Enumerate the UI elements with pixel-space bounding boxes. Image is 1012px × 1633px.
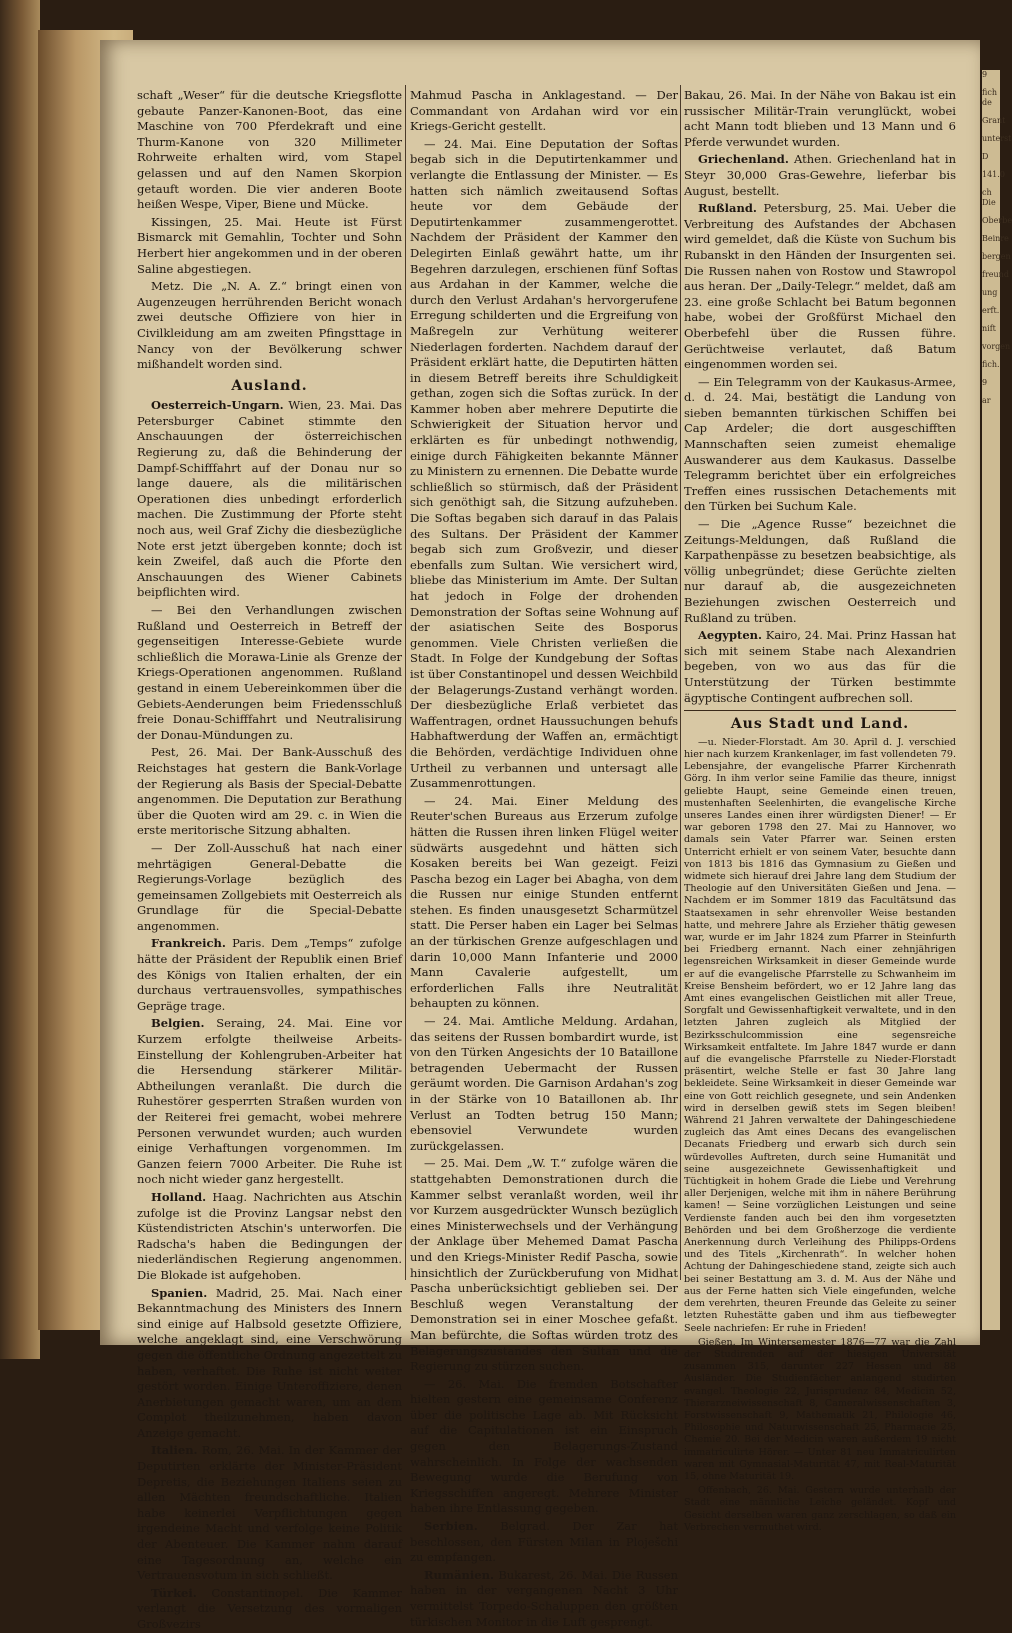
article-text: Wien, 23. Mai. Das Petersburger Cabinet stimmte den Anschauungen der österreichischen Regierung zu, daß die Behinderung der Dampf-Schifffahrt auf der Donau nur so lange dauere, als die militärischen Operationen dies unbedingt erforderlich machen. Die Zustimmung der Pforte steht noch aus, weil Graf Zichy die diesbezügliche Note erst jetzt übergeben konnte; doch ist kein Zweifel, daß auch die Pforte den Anschauungen des Wiener Cabinets beipflichten wird. xyxy=(137,398,402,600)
paragraph: Bakau, 26. Mai. In der Nähe von Bakau ist ein russischer Militär-Train verunglückt, wobei acht Mann todt blieben und 13 Mann und 6 Pferde verwundet wurden. xyxy=(684,88,956,149)
article-text: Petersburg, 25. Mai. Ueber die Verbreitung des Aufstandes der Abchasen wird gemeldet, daß die Küste von Suchum bis Rubanskt in den Händen der Insurgenten sei. Die Russen nahen von Rostow und Stawropol aus heran. Der „Daily-Telegr.“ meldet, daß am 23. eine große Schlacht bei Batum begonnen habe, wobei der Großfürst Michael den Oberbefehl über die Russen führe. Gerüchtweise verlautet, daß Batum eingenommen worden sei. xyxy=(684,201,956,372)
margin-fragment: Grant xyxy=(982,116,1006,125)
margin-fragment: ung xyxy=(982,288,998,297)
margin-fragment: vorgen xyxy=(982,342,1011,351)
article xyxy=(684,201,956,373)
article-text: Athen. Griechenland hat in Steyr 30,000 Gras-Gewehre, lieferbar bis August, bestellt. xyxy=(684,152,957,198)
country-heading: Rumänien. xyxy=(424,1567,494,1582)
country-heading: Serbien. xyxy=(424,1519,478,1534)
country-heading: Holland. xyxy=(151,1189,207,1204)
book-spine xyxy=(0,0,40,1359)
margin-fragment: 9 xyxy=(982,70,988,79)
article xyxy=(684,628,956,706)
article-text: Kairo, 24. Mai. Prinz Hassan hat sich mit seinem Stabe nach Alexandrien begeben, von wo aus das für die Unterstützung der Türken bestimmte ägyptische Contingent aufbrechen soll. xyxy=(684,628,957,705)
article xyxy=(137,1443,402,1583)
country-heading: Spanien. xyxy=(151,1285,208,1300)
paragraph: — Bei den Verhandlungen zwischen Rußland und Oesterreich in Betreff der gegenseitigen Interesse-Gebiete wurde schließlich die Morawa-Linie als Grenze der Kriegs-Operationen angenommen. Rußland gestand in einem Uebereinkommen über die Gebiets-Aenderungen beim Friedensschluß freie Donau-Schifffahrt und Neutralisirung der Donau-Mündungen zu. xyxy=(137,603,402,742)
paragraph: — 25. Mai. Dem „W. T.“ zufolge wären die stattgehabten Demonstrationen durch die Kammer selbst veranlaßt worden, weil ihr vor Kurzem ausgedrückter Wunsch bezüglich eines Ministerwechsels und der Verhängung der Anklage über Mehemed Damat Pascha und den Kriegs-Minister Redif Pascha, sowie hinsichtlich der Zurückberufung von Midhat Pascha unberücksichtigt geblieben sei. Der Beschluß wegen Veranstaltung der Demonstration sei in einer Moschee gefaßt. Man befürchte, die Softas würden trotz des Belagerungszustandes den Sultan und die Regierung zu stürzen suchen. xyxy=(410,1156,678,1374)
article-text: Bukarest, 26. Mai. Die Russen haben in der vergangenen Nacht 3 Uhr vermittelst Torpedo-Schaluppen den größten türkischen Monitor in die Luft gesprengt. xyxy=(410,1567,679,1629)
paragraph: schaft „Weser“ für die deutsche Kriegsflotte gebaute Panzer-Kanonen-Boot, das eine Maschine von 700 Pferdekraft und eine Thurm-Kanone von 320 Millimeter Rohrweite erhalten wird, vom Stapel gelassen und auf den Namen Skorpion getauft worden. Die vier anderen Boote heißen Wespe, Viper, Biene und Mücke. xyxy=(137,88,402,212)
article xyxy=(137,1190,402,1284)
country-heading: Oesterreich-Ungarn. xyxy=(151,398,284,413)
paragraph: — 24. Mai. Amtliche Meldung. Ardahan, das seitens der Russen bombardirt wurde, ist von den Türken Angesichts der 10 Bataillone betragenden Uebermacht der Russen geräumt worden. Die Garnison Ardahan's zog in der Stärke von 10 Bataillonen ab. Ihr Verlust an Todten betrug 150 Mann; ebensoviel Verwundete wurden zurückgelassen. xyxy=(410,1014,678,1153)
column-3 xyxy=(684,88,957,1533)
article xyxy=(137,936,402,1014)
margin-fragment: fich de xyxy=(982,88,997,107)
paragraph: Mahmud Pascha in Anklagestand. — Der Commandant von Ardahan wird vor ein Kriegs-Gericht gestellt. xyxy=(410,88,678,134)
column-1 xyxy=(137,88,403,1631)
local-news-item: Offenbach, 26. Mai. Gestern wurde unterhalb der Stadt eine männliche Leiche geländet. Kopf und Gesicht derselben waren ganz zerschlagen, so daß ein Verbrechen vermuthet wird. xyxy=(684,1485,956,1533)
article-text: Madrid, 25. Mai. Nach einer Bekanntmachung des Ministers des Innern sind einige auf Halbsold gesetzte Offiziere, welche angeklagt sind, eine Verschwörung gegen die öffentliche Ordnung angezettelt zu haben, verhaftet. Die Ruhe ist nicht weiter gestört worden. Einige Unteroffiziere, denen Anerbietungen gemacht waren, um an dem Complot theilzunehmen, haben davon Anzeige gemacht. xyxy=(137,1285,403,1440)
article-text: Paris. Dem „Temps“ zufolge hätte der Präsident der Republik einen Brief des Königs von Italien erhalten, der ein durchaus vertrauensvolles, sympathisches Gepräge trage. xyxy=(137,936,402,1013)
margin-fragment: ch Die xyxy=(982,188,996,207)
section-divider xyxy=(684,710,956,711)
local-news-item: Gießen. Im Wintersemester 1876—77 war die Zahl der Studirenden auf der hiesigen Universität zusammen 315, darunter 227 Hessen und 88 Ausländer. Die Studienfächer anlangend studirten evangel. Theologie 22, Jurisprudenz 84, Medicin 52, Thierarzneiwissenschaft 8, Cameralwissenschaften 3, Forstwissenschaft 9, Mathematik 21, Philologie 46, Philosophie und Naturwissenschaft 25, Pharmacie 25, Chemie 20. Bei der Medicin waren außerdem 19 nicht immatriculirte Hörer. — Unter 81 neu Immatriculirten waren mit Gymnasial-Maturität 47, mit Real-Maturität 15, ohne Maturität 19. xyxy=(684,1336,956,1482)
article-text: Constantinopel. Die Kammer verlangt die Versetzung des vormaligen Großvezirs xyxy=(137,1585,403,1631)
article xyxy=(137,1586,402,1633)
country-heading: Aegypten. xyxy=(698,628,762,643)
paragraph: Kissingen, 25. Mai. Heute ist Fürst Bismarck mit Gemahlin, Tochter und Sohn Herbert hier angekommen und in der oberen Saline abgestiegen. xyxy=(137,214,402,276)
country-heading: Belgien. xyxy=(151,1016,205,1031)
column-rule xyxy=(680,85,681,1280)
column-2 xyxy=(410,88,679,1629)
margin-fragment: erft. xyxy=(982,306,1000,315)
margin-fragment: ar xyxy=(982,396,991,405)
margin-fragment: Oberbe xyxy=(982,216,1012,225)
margin-fragment: Beinre xyxy=(982,234,1009,243)
article xyxy=(410,1519,678,1566)
article xyxy=(137,398,402,601)
margin-fragment: freund xyxy=(982,270,1009,279)
paragraph: — Die „Agence Russe“ bezeichnet die Zeitungs-Meldungen, daß Rußland die Karpathenpässe zu besetzen beabsichtige, als völlig unbegründet; diese Gerüchte zielten nur darauf ab, die ausgezeichneten Beziehungen zwischen Oesterreich und Rußland zu trüben. xyxy=(684,517,956,625)
margin-fragment: D xyxy=(982,152,989,161)
paragraph: — 26. Mai. Die fremden Botschafter hielten gestern eine gemeinsame Conferenz über die politische Lage ab. Mit Rücksicht auf die Capitulationen ist ein Einspruch gegen den Belagerungs-Zustand wahrscheinlich. In Folge der wachsenden Bewegung wurde die Berufung von Kriegsschiffen angeregt. Mehrere Minister haben ihre Entlassung gegeben. xyxy=(410,1376,678,1516)
country-heading: Türkei. xyxy=(151,1585,197,1600)
paragraph: — Der Zoll-Ausschuß hat nach einer mehrtägigen General-Debatte die Regierungs-Vorlage bezüglich des gemeinsamen Zollgebiets mit Oesterreich als Grundlage für die Special-Debatte angenommen. xyxy=(137,840,402,933)
margin-fragment: bergen xyxy=(982,252,1011,261)
country-heading: Griechenland. xyxy=(698,152,789,167)
article xyxy=(410,1568,678,1630)
article-text: Haag. Nachrichten aus Atschin zufolge ist die Provinz Langsar nebst den Küstendistricten Atschin's unterworfen. Die Radscha's haben die Bedingungen der niederländischen Regierung angenommen. Die Blokade ist aufgehoben. xyxy=(137,1189,402,1282)
margin-fragment: 9 xyxy=(982,378,988,387)
country-heading: Rußland. xyxy=(698,201,757,216)
paragraph: — Ein Telegramm von der Kaukasus-Armee, d. d. 24. Mai, bestätigt die Landung von sieben bemannten türkischen Schiffen bei Cap Ardeler; die dort ausgeschifften Mannschaften seien zumeist ehemalige Auswanderer aus dem Kaukasus. Dasselbe Telegramm berichtet über ein erfolgreiches Treffen eines russischen Detachements mit den Türken bei Suchum Kale. xyxy=(684,374,956,514)
article-text: Seraing, 24. Mai. Eine vor Kurzem erfolgte theilweise Arbeits-Einstellung der Kohlengruben-Arbeiter hat die Hersendung stärkerer Militär-Abtheilungen veranlaßt. Die durch die Ruhestörer gesperrten Straßen wurden von der Reiterei frei gemacht, wobei mehrere Personen verwundet wurden; auch wurden einige Verhaftungen vorgenommen. Im Ganzen feiern 7000 Arbeiter. Die Ruhe ist noch nicht wieder ganz hergestellt. xyxy=(137,1016,402,1187)
article-text: Belgrad. Der Zar hat beschlossen, den Fürsten Milan in Ploješchi zu empfangen. xyxy=(410,1519,678,1565)
paragraph: Pest, 26. Mai. Der Bank-Ausschuß des Reichstages hat gestern die Bank-Vorlage der Regierung als Basis der Special-Debatte angenommen. Die Deputation zur Berathung über die Quoten wird am 29. c. in Wien die erste meritorische Sitzung abhalten. xyxy=(137,745,402,838)
section-heading: Ausland. xyxy=(231,377,308,394)
margin-fragment: unterst xyxy=(982,134,1012,143)
paragraph: — 24. Mai. Einer Meldung des Reuter'schen Bureaus aus Erzerum zufolge hätten die Russen ihren linken Flügel weiter südwärts ausgedehnt und hätten sich Kosaken bereits bei Wan gezeigt. Feizi Pascha bezog ein Lager bei Abagha, von dem die Russen nur einige Stunden entfernt stehen. Es finden unausgesetzt Scharmützel statt. Die Perser haben ein Lager bei Selmas an der türkischen Grenze aufgeschlagen und darin 10,000 Mann Infanterie und 2000 Mann Cavalerie aufgestellt, um erforderlichen Falls ihre Neutralität behaupten zu können. xyxy=(410,793,678,1011)
article-text: Rom, 26. Mai. In der Kammer der Deputirten erklärte der Minister-Präsident Depretis, die Beziehungen Italiens seien zu allen Mächten freundschaftliche. Italien habe keinerlei Verpflichtungen gegen irgendeine Macht und verfolge keine Politik der Abenteuer. Die Kammer nahm darauf eine Tagesordnung an, welche ein Vertrauensvotum in sich schließt. xyxy=(137,1443,402,1583)
article xyxy=(684,152,956,199)
country-heading: Italien. xyxy=(151,1443,198,1458)
adjacent-page-margin xyxy=(982,70,1012,1330)
article xyxy=(137,1286,402,1442)
column-rule xyxy=(405,85,406,1280)
section-heading: Aus Stadt und Land. xyxy=(730,716,910,733)
country-heading: Frankreich. xyxy=(151,936,226,951)
paragraph: Metz. Die „N. A. Z.“ bringt einen von Augenzeugen herrührenden Bericht wonach zwei deutsche Offiziere von hier in Civilkleidung am am zweiten Pfingsttage in Nancy von der Bevölkerung schwer mißhandelt worden sind. xyxy=(137,279,402,372)
margin-fragment: fich. xyxy=(982,360,1000,369)
paragraph: — 24. Mai. Eine Deputation der Softas begab sich in die Deputirtenkammer und verlangte die Entlassung der Minister. — Es hatten sich nämlich zweitausend Softas heute vor dem Gebäude der Deputirtenkammer zusammengerottet. Nachdem der Präsident der Kammer den Delegirten Einlaß gewährt hatte, um ihr Begehren darzulegen, erschienen fünf Softas aus Ardahan in der Kammer, welche die durch den Verlust Ardahan's hervorgerufene Erregung schilderten und die Ergreifung von Maßregeln zur Verhütung weiterer Niederlagen forderten. Nachdem darauf der Präsident erklärt hatte, die Deputirten hätten in diesem Betreff bereits ihre Schuldigkeit gethan, zogen sich die Softas zurück. In der Kammer hoben aber mehrere Deputirte die Schwierigkeit der Situation hervor und erklärten es für unbedingt nothwendig, einige durch Fähigkeiten bekannte Männer zu Ministern zu ernennen. Die Debatte wurde schließlich so stürmisch, daß der Präsident sich genöthigt sah, die Sitzung aufzuheben. Die Softas begaben sich darauf in das Palais des Sultans. Der Präsident der Kammer begab sich zum Großvezir, und dieser ebenfalls zum Sultan. Wie versichert wird, bliebe das Ministerium im Amte. Der Sultan hat jedoch in Folge der drohenden Demonstration der Softas seine Wohnung auf der asiatischen Seite des Bosporus genommen. Viele Christen verließen die Stadt. In Folge der Kundgebung der Softas ist über Constantinopel und dessen Weichbild der Belagerungs-Zustand verhängt worden. Der diesbezügliche Erlaß verbietet das Waffentragen, ordnet Haussuchungen behufs Habhaftwerdung der Waffen an, ermächtigt die Behörden, verdächtige Individuen ohne Urtheil zu verbannen und untersagt alle Zusammenrottungen. xyxy=(410,136,678,791)
margin-fragment: 141.0 xyxy=(982,170,1005,179)
local-news-item: —u. Nieder-Florstadt. Am 30. April d. J. verschied hier nach kurzem Krankenlager, im fast vollendeten 79. Lebensjahre, der evangelische Pfarrer Kirchenrath Görg. In ihm verlor seine Familie das theure, innigst geliebte Haupt, seine Gemeinde einen treuen, mustenhaften Seelenhirten, die evangelische Kirche unseres Landes einen ihrer würdigsten Diener! — Er war geboren 1798 den 27. Mai zu Hannover, wo damals sein Vater Pfarrer war. Seinen ersten Unterricht erhielt er von seinem Vater, besuchte dann von 1813 bis 1816 das Gymnasium zu Gießen und widmete sich hierauf drei Jahre lang dem Studium der Theologie auf den Universitäten Gießen und Jena. — Nachdem er im Sommer 1819 das Facultätsund das Staatsexamen in sehr ehrenvoller Weise bestanden hatte, und mehrere Jahre als Erzieher thätig gewesen war, wurde er im Jahr 1824 zum Pfarrer in Steinfurth bei Friedberg ernannt. Nach einer zehnjährigen legensreichen Wirksamkeit in dieser Gemeinde wurde er auf die evangelische Pfarrstelle zu Schwanheim im Kreise Bensheim befördert, wo er 12 Jahre lang das Amt eines evangelischen Geistlichen mit aller Treue, Sorgfalt und Gewissenhaftigkeit verwaltete, und in den letzten Jahren zugleich als Mitglied der Bezirksschulcommission eine segensreiche Wirksamkeit entfaltete. Im Jahre 1847 wurde er dann auf die evangelische Pfarrstelle zu Nieder-Florstadt präsentirt, welche Stelle er fast 30 Jahre lang bekleidete. Seine Wirksamkeit in dieser Gemeinde war eine von Gott reichlich gesegnete, und sein Andenken wird in derselben gewiß stets im Segen bleiben! Während 21 Jahren verwaltete der Dahingeschiedene zugleich das Amt eines Decans des evangelischen Decanats Friedberg und erwarb sich durch sein würdevolles Auftreten, durch seine Humanität und seine ausgezeichnete Gewissenhaftigkeit und Tüchtigkeit in hohem Grade die Liebe und Verehrung aller Derjenigen, welche mit ihm in nähere Berührung kamen! — Seine vorzüglichen Leistungen und seine Verdienste fanden auch bei den ihm vorgesetzten Behörden und bei dem Großherzoge die verdiente Anerkennung durch Verleihung des Philipps-Ordens und des Titels „Kirchenrath“. In welcher hohen Achtung der Dahingeschiedene stand, zeigte sich auch bei seiner Bestattung am 3. d. M. Aus der Nähe und aus der Ferne hatten sich Viele eingefunden, welche dem verehrten, theuren Freunde das Geleite zu seiner letzten Ruhestätte gaben und ihm aus tiefbewegter Seele nachriefen: Er ruhe in Frieden! xyxy=(684,736,956,1334)
article xyxy=(137,1016,402,1188)
margin-fragment: nift xyxy=(982,324,996,333)
